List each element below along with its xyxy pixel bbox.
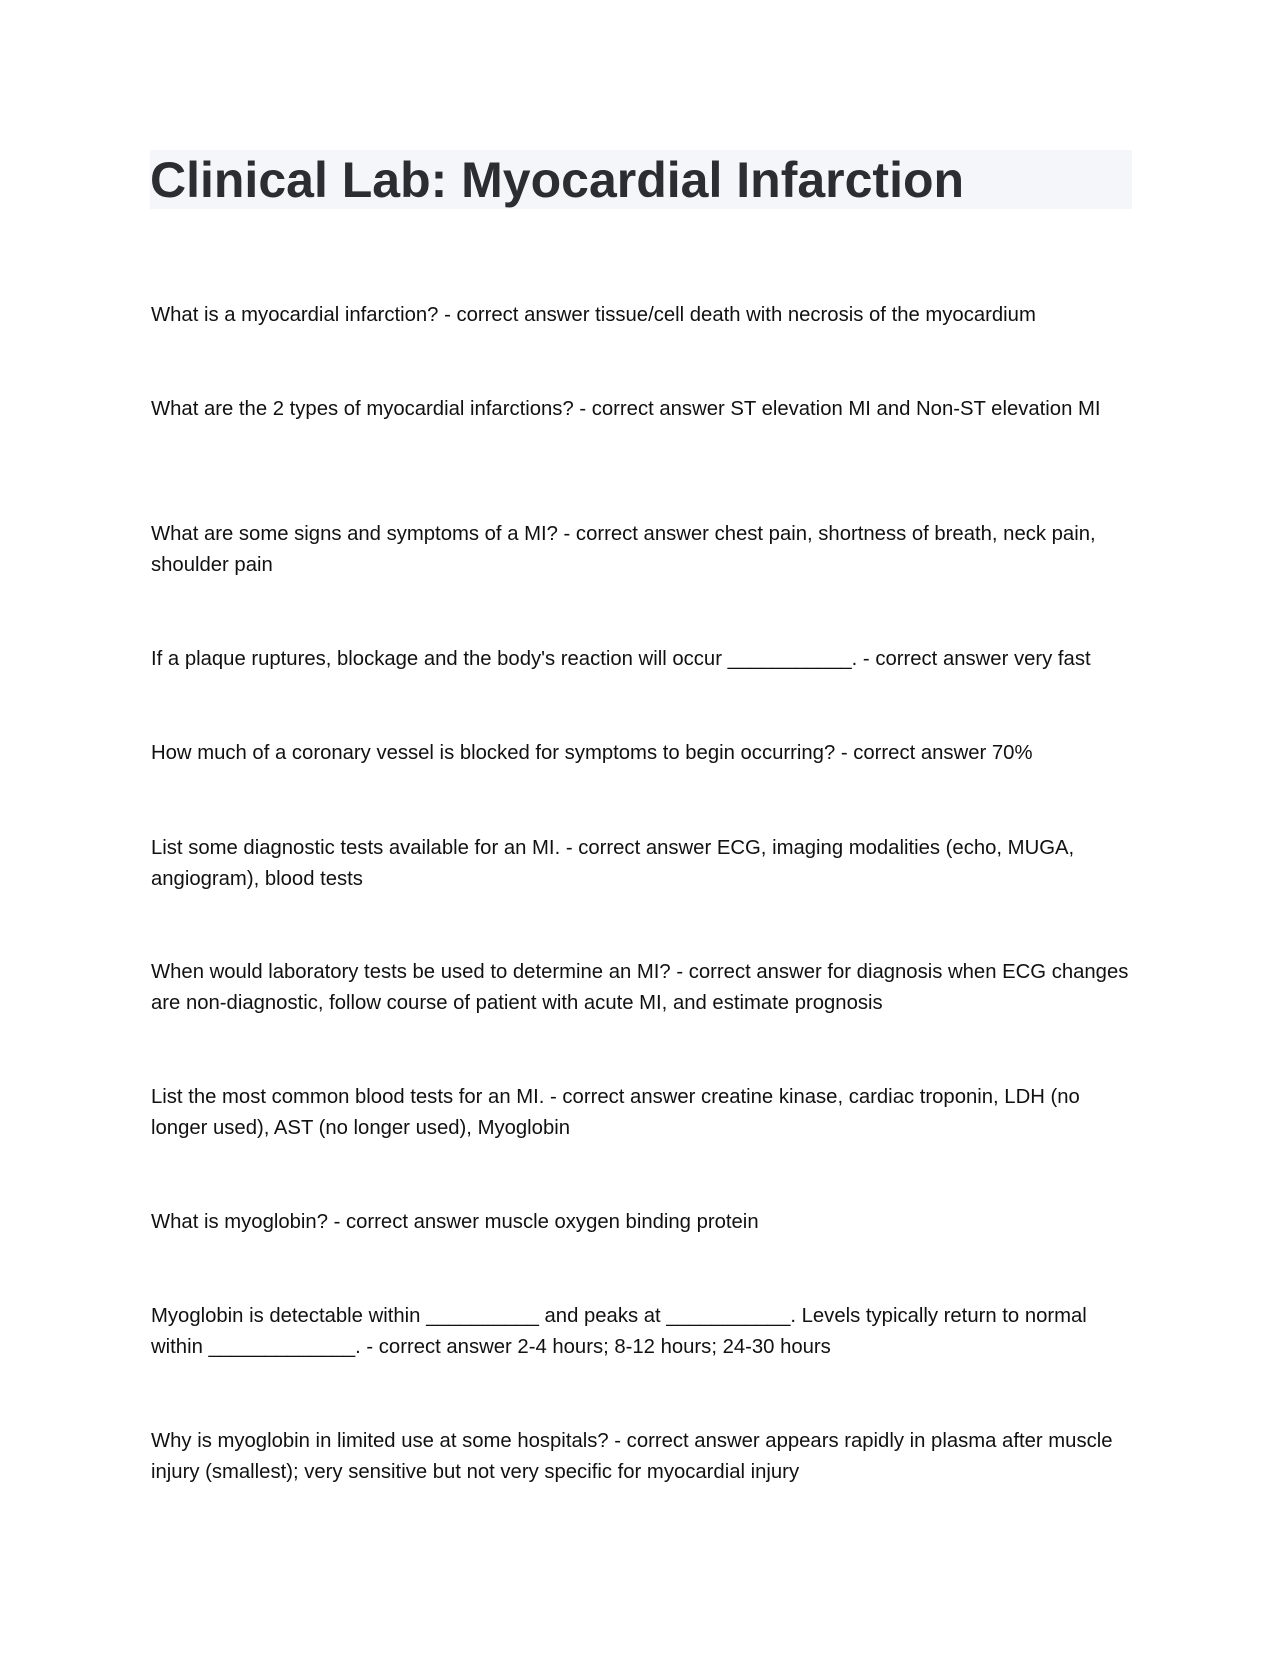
qa-item-8: List the most common blood tests for an MI. - correct answer creatine kinase, cardiac troponin, LDH (no longer used), AST (no longer used), Myoglobin xyxy=(151,1086,1080,1139)
qa-item-5: How much of a coronary vessel is blocked for symptoms to begin occurring? - correct answer 70% xyxy=(151,742,1033,764)
qa-item-9: What is myoglobin? - correct answer muscle oxygen binding protein xyxy=(151,1211,759,1233)
qa-item-7: When would laboratory tests be used to determine an MI? - correct answer for diagnosis when ECG changes are non-diagnostic, follow course of patient with acute MI, and estimate prognosis xyxy=(151,961,1129,1014)
page-title: Clinical Lab: Myocardial Infarction xyxy=(150,152,965,208)
qa-item-10: Myoglobin is detectable within __________ and peaks at ___________. Levels typically return to normal within _____________. - correct answer 2-4 hours; 8-12 hours; 24-30 hours xyxy=(151,1305,1087,1358)
qa-item-11: Why is myoglobin in limited use at some hospitals? - correct answer appears rapidly in plasma after muscle injury (smallest); very sensitive but not very specific for myocardial injury xyxy=(151,1430,1113,1483)
qa-item-4: If a plaque ruptures, blockage and the body's reaction will occur ___________. - correct answer very fast xyxy=(151,648,1091,670)
qa-item-2: What are the 2 types of myocardial infarctions? - correct answer ST elevation MI and Non-ST elevation MI xyxy=(151,398,1101,420)
qa-item-1: What is a myocardial infarction? - correct answer tissue/cell death with necrosis of the myocardium xyxy=(151,304,1036,326)
qa-item-6: List some diagnostic tests available for an MI. - correct answer ECG, imaging modalities (echo, MUGA, angiogram), blood tests xyxy=(151,837,1075,890)
qa-item-3: What are some signs and symptoms of a MI? - correct answer chest pain, shortness of breath, neck pain, shoulder pain xyxy=(151,523,1096,576)
